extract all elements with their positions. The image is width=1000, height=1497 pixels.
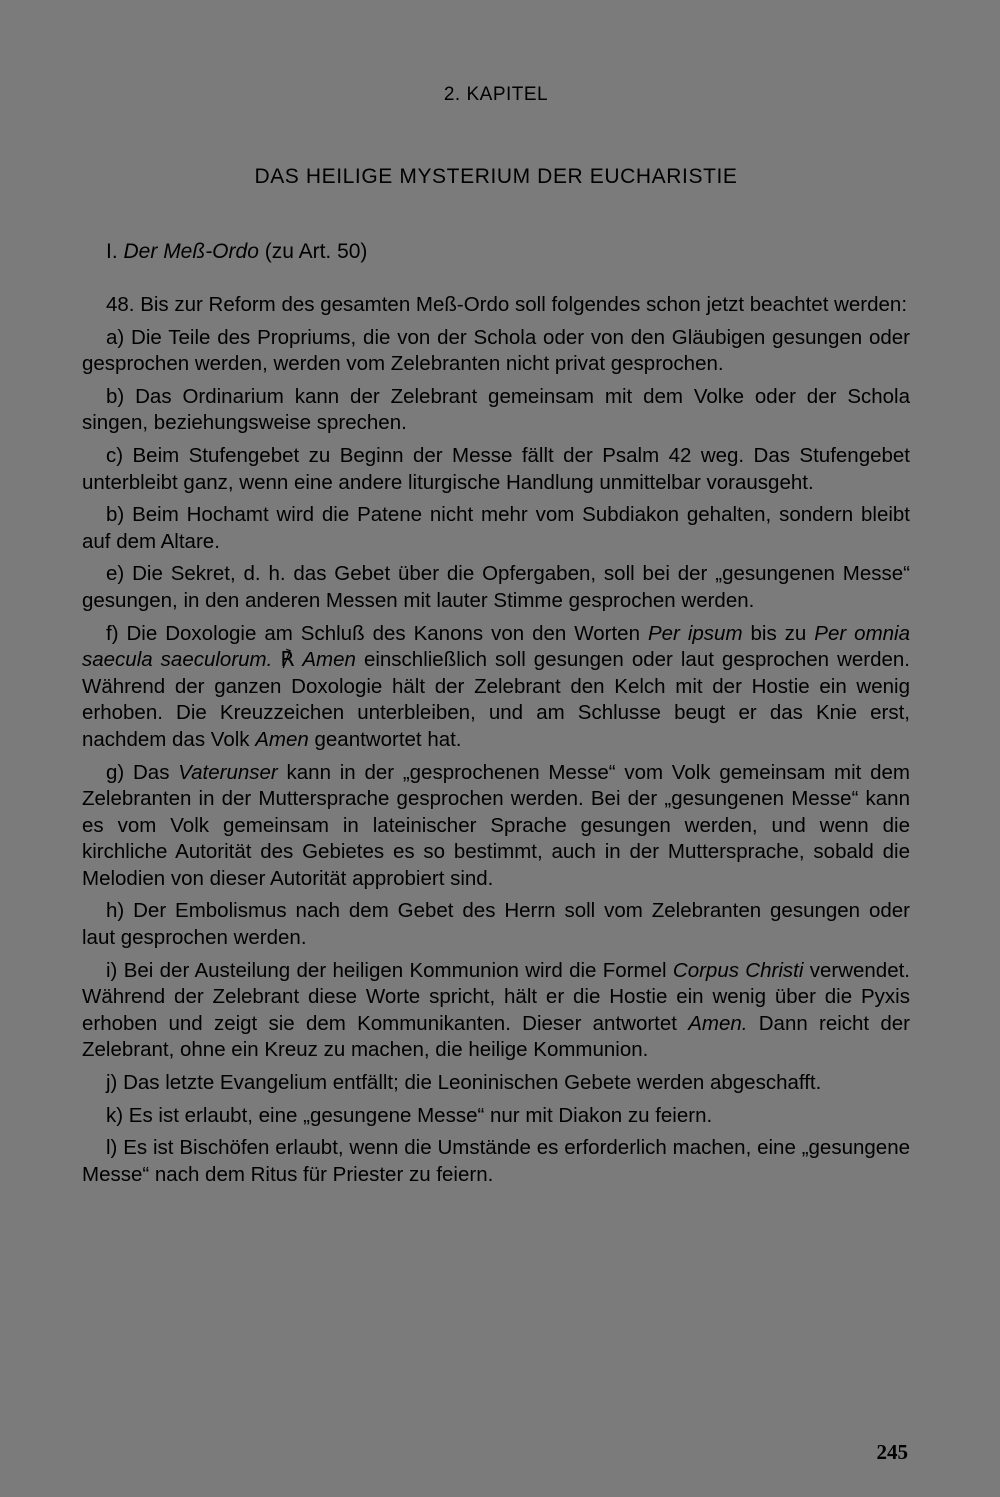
body-text [82,292,910,1194]
italic-run: Per ipsum [647,621,743,645]
text-run: verwendet. Während der Zelebrant diese Worte spricht, hält er die Hostie ein wenig über die Pyxis erhoben und zeigt sie dem Kommunikanten. Dieser antwortet [82,958,910,1035]
text-run: Dann reicht der Zelebrant, ohne ein Kreuz zu machen, die heilige Kommunion. [82,1011,911,1062]
paragraph-i [82,958,910,1064]
text-run: kann in der „gesprochenen Messe“ vom Volk gemeinsam mit dem Zelebranten in der Muttersprache gesprochen werden. Bei der „gesungenen Messe“ kann es vom Volk gemeinsam in lateinischer Sprache gesungen werden, und wenn die kirchliche Autorität des Gebietes es so bestimmt, auch in der Muttersprache, sobald die Melodien von dieser Autorität approbiert sind. [82,760,911,890]
paragraph-g [82,760,910,893]
text-run: einschließlich soll gesungen oder laut gesprochen werden. Während der ganzen Doxologie hält der Zelebrant den Kelch mit der Hostie ein wenig erhoben. Die Kreuzzeichen unterbleiben, und am Schlusse beugt er das Knie erst, nachdem das Volk [82,648,910,751]
paragraph-b-hochamt: b) Beim Hochamt wird die Patene nicht mehr vom Subdiakon gehalten, sondern bleibt auf dem Altare. [82,503,910,553]
paragraph-e: e) Die Sekret, d. h. das Gebet über die Opfergaben, soll bei der „gesungenen Messe“ gesungen, in den anderen Messen mit lauter Stimme gesprochen werden. [82,562,910,612]
text-run: geantwortet hat. [308,727,462,751]
text-run: g) Das [106,760,179,784]
section-reference: (zu Art. 50) [264,240,368,263]
paragraph-l: l) Es ist Bischöfen erlaubt, wenn die Umstände es erforderlich machen, eine „gesungene Messe“ nach dem Ritus für Priester zu feiern. [82,1136,910,1186]
paragraph-k: k) Es ist erlaubt, eine „gesungene Messe“ nur mit Diakon zu feiern. [106,1103,713,1127]
paragraph-b-ordinarium: b) Das Ordinarium kann der Zelebrant gemeinsam mit dem Volke oder der Schola singen, beziehungsweise sprechen. [82,384,910,435]
paragraph-c: c) Beim Stufengebet zu Beginn der Messe fällt der Psalm 42 weg. Das Stufengebet unterbleibt ganz, wenn eine andere liturgische Handlung unmittelbar vorausgeht. [82,443,910,494]
italic-run: Amen [255,727,309,751]
paragraph-a: a) Die Teile des Propriums, die von der Schola oder von den Gläubigen gesungen oder gesprochen werden, werden vom Zelebranten nicht privat gesprochen. [82,325,910,376]
section-title: Der Meß-Ordo [123,240,259,263]
section-number: I. [106,240,118,263]
italic-run: Amen [302,648,356,672]
text-run: f) Die Doxologie am Schluß des Kanons von den Worten [106,621,648,645]
text-run: i) Bei der Austeilung der heiligen Kommunion wird die Formel [106,958,673,982]
paragraph-j: j) Das letzte Evangelium entfällt; die Leoninischen Gebete werden abgeschafft. [106,1071,822,1095]
chapter-title: DAS HEILIGE MYSTERIUM DER EUCHARISTIE [254,165,738,188]
italic-run: Amen. [688,1011,748,1035]
italic-run: Per omnia saecula saeculorum. [82,621,911,672]
text-run: bis zu [742,621,815,645]
response-symbol: ℟ [272,648,303,672]
italic-run: Corpus Christi [672,958,804,982]
italic-run: Vaterunser [178,760,278,784]
section-heading [106,240,367,264]
book-page [82,0,910,1497]
paragraph-48: 48. Bis zur Reform des gesamten Meß-Ordo soll folgendes schon jetzt beachtet werden: [106,293,908,316]
paragraph-f [82,621,910,754]
chapter-heading: 2. KAPITEL [443,84,549,105]
page-number: 245 [876,1440,908,1464]
paragraph-h: h) Der Embolismus nach dem Gebet des Herrn soll vom Zelebranten gesungen oder laut gesprochen werden. [82,899,910,950]
